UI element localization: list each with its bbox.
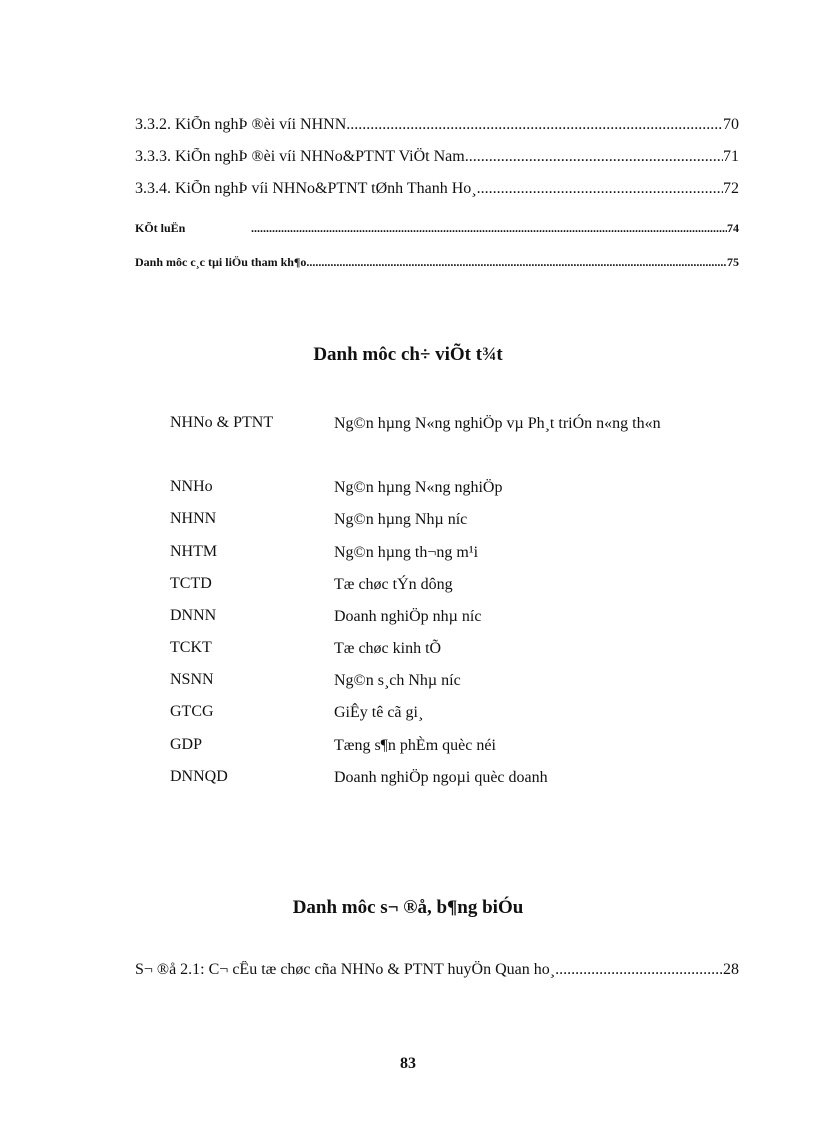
abbreviation-meaning: GiÊy tê cã gi¸ — [334, 704, 424, 721]
toc-entry-page: 70 — [723, 116, 739, 133]
toc-entry — [135, 255, 739, 270]
abbreviation-meaning: Ng©n s¸ch Nhµ níc — [334, 672, 461, 689]
abbreviation-key: NNHo — [170, 478, 213, 495]
abbreviation-key: TCKT — [170, 639, 212, 656]
figure-entry-title: S¬ ®å 2.1: C¬ cÊu tæ chøc cña NHNo & PTNT huyÖn Quan ho¸ — [135, 961, 556, 978]
toc-entry-title: 3.3.2. KiÕn nghÞ ®èi víi NHNN — [135, 116, 347, 133]
toc-entry — [135, 116, 739, 134]
abbreviation-key: GDP — [170, 736, 203, 753]
toc-entry-page: 74 — [727, 221, 739, 235]
abbreviation-key: NSNN — [170, 671, 214, 688]
abbreviations-heading: Danh môc ch÷ viÕt t¾t — [313, 344, 503, 365]
abbreviation-meaning: Ng©n hµng N«ng nghiÖp vµ Ph¸t triÓn n«ng th«n — [334, 415, 661, 432]
abbreviation-meaning: Tæ chøc kinh tÕ — [334, 640, 442, 657]
toc-entry-page: 75 — [727, 255, 739, 269]
abbreviation-key: TCTD — [170, 575, 212, 592]
figure-entry-page: 28 — [723, 961, 739, 978]
toc-entry-page: 71 — [723, 148, 739, 165]
toc-leader — [346, 116, 723, 134]
toc-entry-page: 72 — [723, 180, 739, 197]
toc-leader — [465, 148, 723, 166]
abbreviation-key: NHNN — [170, 510, 217, 527]
abbreviation-key: DNNN — [170, 607, 217, 624]
toc-entry-title: KÕt luËn — [135, 221, 186, 235]
toc-leader — [481, 180, 723, 198]
abbreviation-meaning: Ng©n hµng Nhµ níc — [334, 511, 468, 528]
toc-entry — [135, 148, 739, 166]
abbreviation-meaning: Doanh nghiÖp ngoµi quèc doanh — [334, 769, 548, 786]
toc-leader — [251, 221, 727, 236]
abbreviation-meaning: Tæ chøc tÝn dông — [334, 576, 453, 593]
abbreviation-key: DNNQD — [170, 768, 228, 785]
toc-leader — [306, 255, 727, 270]
abbreviation-meaning: Tæng s¶n phÈm quèc néi — [334, 737, 496, 754]
abbreviation-meaning: Ng©n hµng N«ng nghiÖp — [334, 479, 503, 496]
abbreviation-meaning: Ng©n hµng th¬ng m¹i — [334, 544, 479, 561]
toc-entry — [135, 180, 739, 198]
abbreviation-key: NHNo & PTNT — [170, 414, 274, 431]
abbreviation-key: NHTM — [170, 543, 218, 560]
figure-entry — [135, 961, 739, 979]
toc-entry-title: 3.3.3. KiÕn nghÞ ®èi víi NHNo&PTNT ViÖt Nam — [135, 148, 465, 165]
toc-entry — [135, 221, 739, 236]
toc-leader — [555, 961, 723, 979]
figures-heading: Danh môc s¬ ®å, b¶ng biÓu — [292, 897, 524, 918]
abbreviation-meaning: Doanh nghiÖp nhµ níc — [334, 608, 482, 625]
toc-entry-title: Danh môc c¸c tµi liÖu tham kh¶o — [135, 255, 307, 269]
toc-entry-title: 3.3.4. KiÕn nghÞ víi NHNo&PTNT tØnh Thanh Ho¸. — [135, 180, 481, 197]
abbreviation-key: GTCG — [170, 703, 214, 720]
page-number: 83 — [400, 1055, 416, 1072]
